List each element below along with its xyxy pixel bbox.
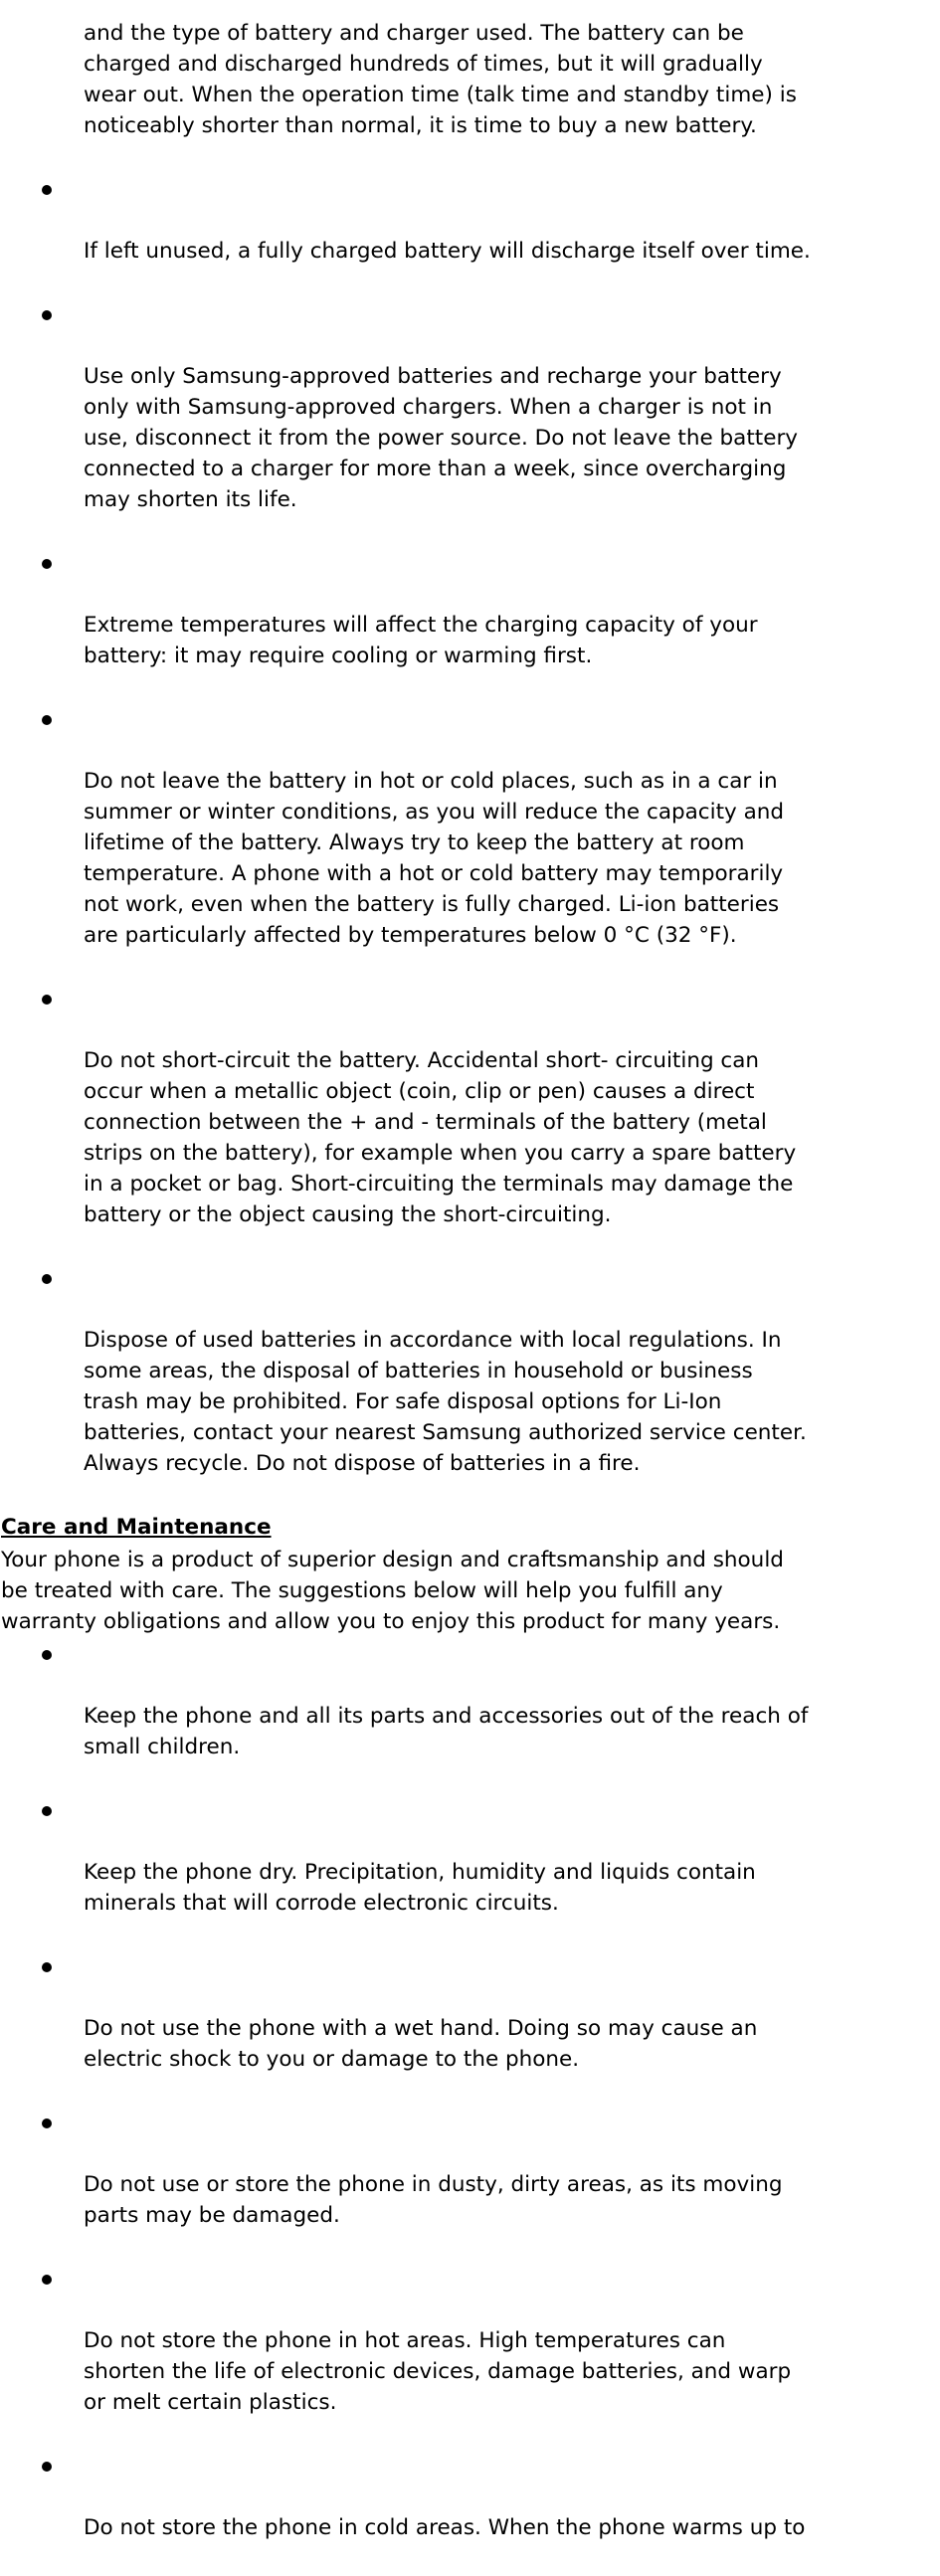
list-item <box>0 2264 940 2449</box>
bullet-icon <box>42 1274 52 1284</box>
bullet-icon <box>42 2118 52 2128</box>
bullet-icon <box>42 995 52 1005</box>
list-item <box>0 2108 940 2262</box>
list-item-text: Keep the phone dry. Precipitation, humidity and liquids contain minerals that will corrode electronic circuits. <box>84 1860 756 1916</box>
list-item-text: Do not store the phone in cold areas. When the phone warms up to <box>84 2515 806 2540</box>
list-item-text: Use only Samsung-approved batteries and recharge your battery only with Samsung-approved chargers. When a charger is not in use, disconnect it from the power source. Do not leave the battery connected to a charger for more than a week, since overcharging may shorten its life. <box>84 364 799 512</box>
care-guidelines-list <box>0 1639 940 2574</box>
bullet-icon <box>42 2462 52 2472</box>
list-item-text: Dispose of used batteries in accordance with local regulations. In some areas, the disposal of batteries in household or business trash may be prohibited. For safe disposal options for Li-Ion batteries, contact your nearest Samsung authorized service center. Always recycle. Do not dispose of batteries in a fire. <box>84 1328 807 1476</box>
bullet-icon <box>42 185 52 195</box>
list-item-text: Keep the phone and all its parts and accessories out of the reach of small children. <box>84 1704 809 1759</box>
list-item-text: If left unused, a fully charged battery will discharge itself over time. <box>84 239 811 264</box>
list-item <box>0 548 940 702</box>
list-item <box>0 174 940 297</box>
list-item <box>0 299 940 546</box>
battery-continued-text: and the type of battery and charger used. The battery can be charged and discharged hundreds of times, but it will gradually wear out. When the operation time (talk time and standby time) is noticeably shorter than normal, it is time to buy a new battery. <box>84 21 797 138</box>
list-item <box>0 1639 940 1793</box>
care-intro-paragraph: Your phone is a product of superior design and craftsmanship and should be treated with care. The suggestions below will help you fulfill any warranty obligations and allow you to enjoy this product for many years. <box>1 1548 784 1634</box>
bullet-icon <box>42 310 52 320</box>
battery-precautions-list <box>0 174 940 1510</box>
bullet-icon <box>42 715 52 725</box>
bullet-icon <box>42 559 52 569</box>
bullet-icon <box>42 1806 52 1816</box>
list-item-text: Do not store the phone in hot areas. High temperatures can shorten the life of electronic devices, damage batteries, and warp or melt certain plastics. <box>84 2328 792 2415</box>
list-item <box>0 2451 940 2574</box>
list-item <box>0 1951 940 2106</box>
bullet-icon <box>42 2275 52 2285</box>
battery-continued-paragraph <box>0 0 940 172</box>
list-item <box>0 984 940 1261</box>
list-item-text: Do not short-circuit the battery. Accidental short- circuiting can occur when a metallic object (coin, clip or pen) causes a direct connection between the + and - terminals of the battery (metal strips on the battery), for example when you carry a spare battery in a pocket or bag. Short-circuiting the terminals may damage the battery or the object causing the short-circuiting. <box>84 1048 797 1227</box>
bullet-icon <box>42 1962 52 1972</box>
list-item-text: Do not use or store the phone in dusty, dirty areas, as its moving parts may be damaged. <box>84 2172 783 2228</box>
list-item <box>0 1263 940 1510</box>
list-item <box>0 704 940 982</box>
list-item-text: Do not use the phone with a wet hand. Doing so may cause an electric shock to you or damage to the phone. <box>84 2016 758 2072</box>
list-item-text: Do not leave the battery in hot or cold places, such as in a car in summer or winter conditions, as you will reduce the capacity and lifetime of the battery. Always try to keep the battery at room temperature. A phone with a hot or cold battery may temporarily not work, even when the battery is fully charged. Li-ion batteries are particularly affected by temperatures below 0 °C (32 °F). <box>84 769 785 948</box>
list-item-text: Extreme temperatures will affect the charging capacity of your battery: it may require cooling or warming first. <box>84 613 758 668</box>
bullet-icon <box>42 1650 52 1660</box>
section-heading-care-and-maintenance: Care and Maintenance <box>1 1515 272 1540</box>
list-item <box>0 1795 940 1949</box>
